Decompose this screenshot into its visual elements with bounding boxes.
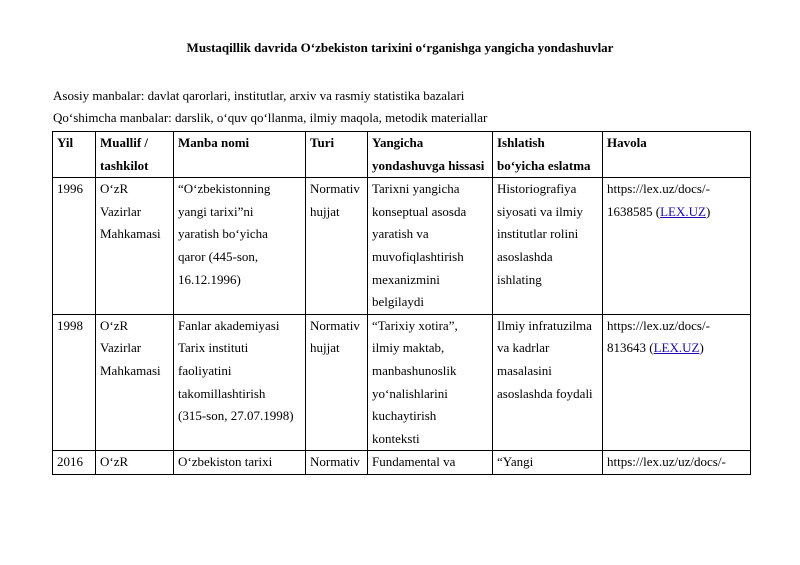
sources-table: [52, 131, 751, 475]
cell-link: https://lex.uz/docs/- 1638585 (LEX.UZ): [603, 178, 751, 315]
cell-year: 1996: [53, 178, 96, 315]
cell-year: 1998: [53, 314, 96, 451]
table-row: [53, 451, 751, 475]
cell-usage: “Yangi: [493, 451, 603, 475]
cell-type: Normativ hujjat: [306, 314, 368, 451]
header-contribution: Yangicha yondashuvga hissasi: [368, 132, 493, 178]
cell-usage: Historiografiya siyosati va ilmiy institutlar rolini asoslashda ishlating: [493, 178, 603, 315]
cell-source: Fanlar akademiyasi Tarix instituti faoliyatini takomillashtirish (315-son, 27.07.1998): [174, 314, 306, 451]
cell-source: O‘zbekiston tarixi: [174, 451, 306, 475]
main-sources-line: Asosiy manbalar: davlat qarorlari, institutlar, arxiv va rasmiy statistika bazalari: [53, 88, 465, 103]
header-author: Muallif / tashkilot: [96, 132, 174, 178]
header-usage: Ishlatish bo‘yicha eslatma: [493, 132, 603, 178]
cell-author: O‘zR Vazirlar Mahkamasi: [96, 314, 174, 451]
cell-contribution: Tarixni yangicha konseptual asosda yaratish va muvofiqlashtirish mexanizmini belgilaydi: [368, 178, 493, 315]
table-row: [53, 314, 751, 451]
cell-contribution: Fundamental va: [368, 451, 493, 475]
page-title: Mustaqillik davrida O‘zbekiston tarixini o‘rganishga yangicha yondashuvlar: [186, 40, 614, 55]
header-type: Turi: [306, 132, 368, 178]
table-row: [53, 178, 751, 315]
cell-link: https://lex.uz/docs/- 813643 (LEX.UZ): [603, 314, 751, 451]
extra-sources-line: Qo‘shimcha manbalar: darslik, o‘quv qo‘llanma, ilmiy maqola, metodik materiallar: [53, 110, 488, 125]
cell-type: Normativ hujjat: [306, 178, 368, 315]
cell-author: O‘zR Vazirlar Mahkamasi: [96, 178, 174, 315]
cell-type: Normativ: [306, 451, 368, 475]
header-source: Manba nomi: [174, 132, 306, 178]
cell-author: O‘zR: [96, 451, 174, 475]
cell-contribution: “Tarixiy xotira”, ilmiy maktab, manbashunoslik yo‘nalishlarini kuchaytirish konteksti: [368, 314, 493, 451]
lex-uz-link[interactable]: LEX.UZ: [653, 340, 700, 356]
cell-link: https://lex.uz/uz/docs/-: [603, 451, 751, 475]
cell-usage: Ilmiy infratuzilma va kadrlar masalasini asoslashda foydali: [493, 314, 603, 451]
header-year: Yil: [53, 132, 96, 178]
table-header-row: [53, 132, 751, 178]
cell-year: 2016: [53, 451, 96, 475]
cell-source: “O‘zbekistonning yangi tarixi”ni yaratish bo‘yicha qaror (445-son, 16.12.1996): [174, 178, 306, 315]
lex-uz-link[interactable]: LEX.UZ: [660, 203, 706, 219]
header-link: Havola: [603, 132, 751, 178]
